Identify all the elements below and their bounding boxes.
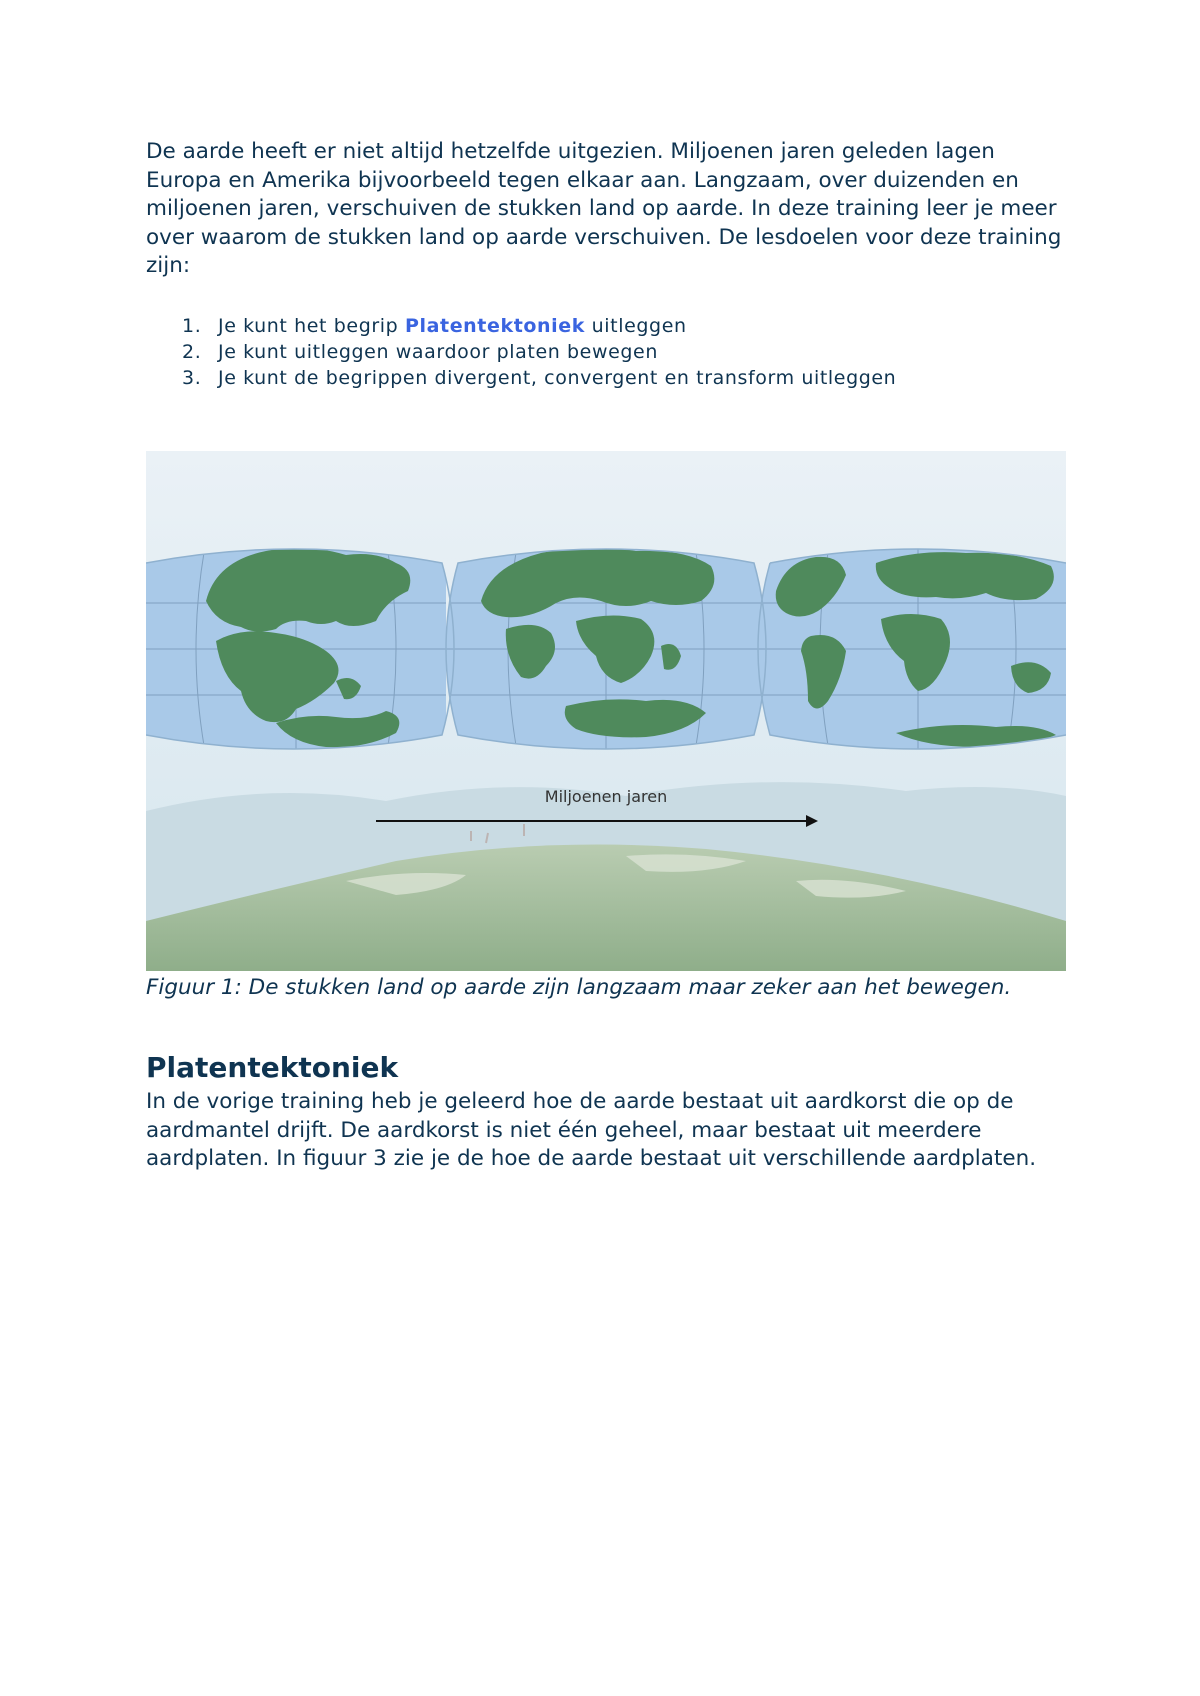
list-number: 3. [182, 366, 202, 389]
section-heading: Platentektoniek [146, 1051, 399, 1084]
section-body: In de vorige training heb je geleerd hoe de aarde bestaat uit aardkorst die op de aardmantel drijft. De aardkorst is niet één geheel, maar bestaat uit meerdere aardplaten. In figuur 3 zie je de hoe de aarde bestaat uit verschillende aardplaten. [146, 1089, 1037, 1171]
learning-goals-list [146, 313, 1066, 391]
globe-present-day [746, 531, 1066, 771]
learning-goal-item [146, 365, 1066, 391]
learning-goal-item [146, 339, 1066, 365]
globe-pangea [146, 531, 446, 771]
list-number: 2. [182, 340, 202, 363]
document-page [146, 138, 1066, 1171]
continental-drift-illustration [146, 451, 1066, 971]
goal-text: uitleggen [585, 314, 687, 337]
intro-paragraph: De aarde heeft er niet altijd hetzelfde uitgezien. Miljoenen jaren geleden lagen Europa en Amerika bijvoorbeeld tegen elkaar aan. Langzaam, over duizenden en miljoenen jaren, verschuiven de stukken land op aarde. In deze training leer je meer over waarom de stukken land op aarde verschuiven. De lesdoelen voor deze training zijn: [146, 139, 1062, 278]
keyword-link[interactable]: Platentektoniek [404, 314, 586, 337]
goal-text: Je kunt de begrippen divergent, convergent en transform uitleggen [218, 366, 897, 389]
arrow-label: Miljoenen jaren [544, 787, 668, 806]
continental-drift-figure [146, 451, 1066, 971]
globe-breakup [446, 531, 766, 771]
goal-text: Je kunt het begrip [218, 314, 405, 337]
goal-text: Je kunt uitleggen waardoor platen bewegen [218, 340, 658, 363]
list-number: 1. [182, 314, 202, 337]
learning-goal-item [146, 313, 1066, 339]
figure-caption: Figuur 1: De stukken land op aarde zijn langzaam maar zeker aan het bewegen. [146, 975, 1012, 1000]
